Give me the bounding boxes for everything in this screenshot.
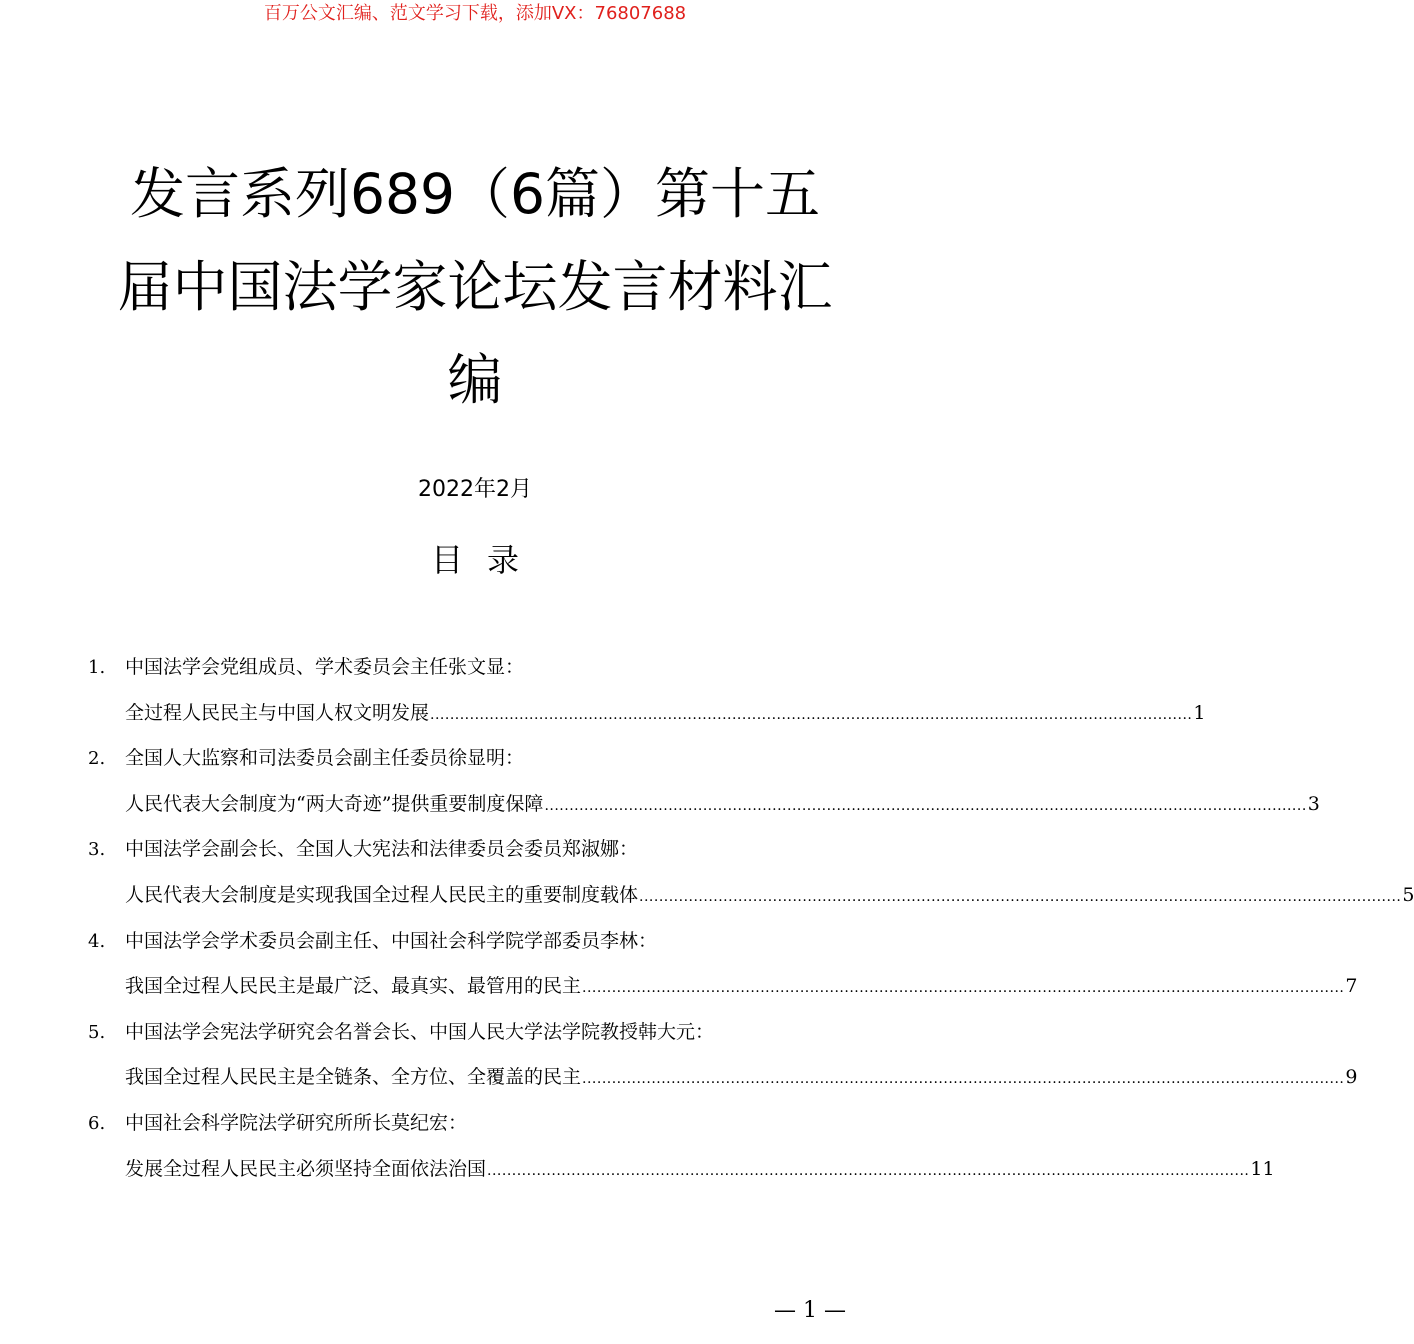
toc-entry-page: 5 (1402, 883, 1414, 906)
toc-entry-topic[interactable]: 我国全过程人民民主是最广泛、最真实、最管用的民主 (125, 975, 582, 998)
toc-entry-number: 6. (88, 1112, 106, 1134)
toc-entry-speaker: 中国法学会党组成员、学术委员会主任张文显： (125, 656, 525, 678)
toc-entry-page: 9 (1345, 1066, 1358, 1089)
toc-entry-speaker: 中国社会科学院法学研究所所长莫纪宏： (125, 1111, 468, 1134)
toc-dot-leader: .......................................................................................................................................................... (544, 797, 1307, 814)
toc-entry-topic[interactable]: 我国全过程人民民主是全链条、全方位、全覆盖的民主 (125, 1066, 582, 1089)
toc-entry-page: 1 (1193, 701, 1206, 724)
toc-dot-leader: .......................................................................................................................................................... (582, 980, 1345, 997)
document-date: 2022年2月 (418, 477, 532, 502)
toc-entry-5[interactable] (88, 1010, 1358, 1101)
toc-heading: 目录 (430, 541, 543, 579)
toc-entry-page: 3 (1307, 792, 1320, 815)
watermark-banner: 百万公文汇编、范文学习下载，添加VX：76807688 (263, 3, 687, 24)
toc-entry-3[interactable] (88, 827, 1414, 918)
toc-entry-6[interactable] (88, 1101, 1275, 1192)
toc-entry-number: 1. (88, 657, 106, 678)
toc-entry-speaker: 全国人大监察和司法委员会副主任委员徐显明： (125, 747, 525, 770)
toc-entry-page: 11 (1250, 1157, 1275, 1180)
toc-dot-leader: .......................................................................................................................................................... (430, 706, 1193, 723)
toc-entry-number: 5. (88, 1021, 106, 1043)
toc-entry-2[interactable] (88, 736, 1320, 827)
toc-entry-topic[interactable]: 人民代表大会制度是实现我国全过程人民民主的重要制度载体 (125, 883, 639, 906)
table-of-contents (88, 645, 1414, 1192)
toc-entry-speaker: 中国法学会学术委员会副主任、中国社会科学院学部委员李林： (125, 929, 658, 952)
toc-entry-1[interactable] (88, 645, 1206, 736)
toc-entry-topic[interactable]: 人民代表大会制度为“两大奇迹”提供重要制度保障 (125, 792, 544, 815)
toc-dot-leader: .......................................................................................................................................................... (487, 1162, 1250, 1179)
title-line-3: 编 (447, 348, 503, 412)
toc-entry-topic[interactable]: 全过程人民民主与中国人权文明发展 (125, 701, 430, 724)
toc-entry-speaker: 中国法学会宪法学研究会名誉会长、中国人民大学法学院教授韩大元： (125, 1020, 715, 1043)
page-number-footer: — 1 — (774, 1298, 846, 1323)
toc-entry-page: 7 (1345, 975, 1358, 998)
toc-entry-number: 2. (88, 748, 106, 770)
title-line-1: 发言系列689（6篇）第十五 (130, 162, 820, 226)
toc-dot-leader: .......................................................................................................................................................... (639, 888, 1402, 905)
toc-dot-leader: .......................................................................................................................................................... (582, 1071, 1345, 1088)
toc-entry-4[interactable] (88, 919, 1358, 1010)
document-title (90, 148, 860, 427)
toc-entry-number: 3. (88, 839, 106, 861)
toc-entry-topic[interactable]: 发展全过程人民民主必须坚持全面依法治国 (125, 1157, 487, 1180)
toc-entry-number: 4. (88, 930, 106, 952)
toc-entry-speaker: 中国法学会副会长、全国人大宪法和法律委员会委员郑淑娜： (125, 838, 639, 861)
title-line-2: 届中国法学家论坛发言材料汇 (117, 255, 833, 319)
